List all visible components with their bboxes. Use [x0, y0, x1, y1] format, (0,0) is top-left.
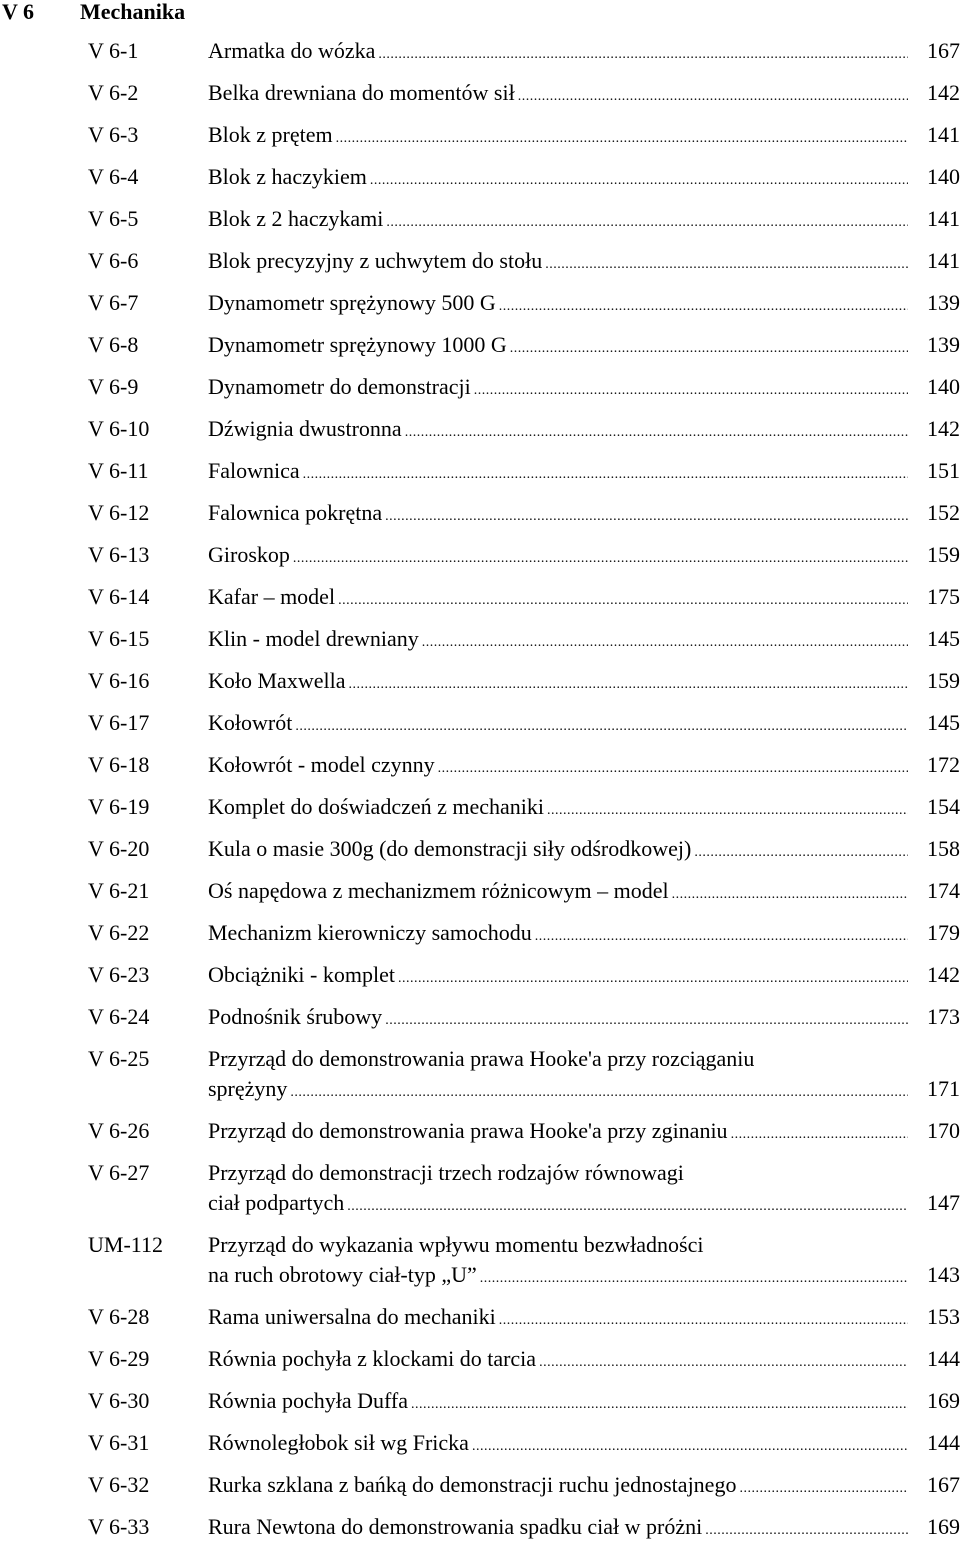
- dot-leader: [385, 504, 908, 530]
- entry-title: sprężyny: [208, 1076, 288, 1101]
- entry-title: Równoległobok sił wg Fricka: [208, 1430, 469, 1455]
- entry-code: V 6-12: [88, 500, 150, 525]
- section-header: [0, 0, 960, 26]
- dot-leader: [510, 336, 908, 362]
- entry-code: V 6-26: [88, 1118, 150, 1143]
- dot-leader: [545, 252, 908, 278]
- entry-code: V 6-25: [88, 1046, 150, 1071]
- entry-page-number: 142: [927, 962, 960, 987]
- entry-title: Falownica: [208, 458, 300, 483]
- dot-leader: [480, 1266, 908, 1292]
- dot-leader: [539, 1350, 908, 1376]
- entry-page-number: 159: [927, 542, 960, 567]
- entry-title: Obciążniki - komplet: [208, 962, 395, 987]
- entry-title: Armatka do wózka: [208, 38, 376, 63]
- dot-leader: [422, 630, 908, 656]
- entry-code: V 6-24: [88, 1004, 150, 1029]
- entry-title: Kołowrót: [208, 710, 293, 735]
- dot-leader: [303, 462, 908, 488]
- entry-page-number: 139: [927, 290, 960, 315]
- entry-page-number: 173: [927, 1004, 960, 1029]
- entry-page-number: 147: [927, 1190, 960, 1215]
- entry-title: Mechanizm kierowniczy samochodu: [208, 920, 532, 945]
- entry-page-number: 169: [927, 1388, 960, 1413]
- entry-title: na ruch obrotowy ciał-typ „U”: [208, 1262, 477, 1287]
- entry-title: Rama uniwersalna do mechaniki: [208, 1304, 496, 1329]
- entry-title: Klin - model drewniany: [208, 626, 419, 651]
- entry-page-number: 142: [927, 80, 960, 105]
- entry-page-number: 153: [927, 1304, 960, 1329]
- entry-code: V 6-29: [88, 1346, 150, 1371]
- dot-leader: [705, 1518, 908, 1544]
- dot-leader: [386, 210, 908, 236]
- entry-code: V 6-23: [88, 962, 150, 987]
- entry-page-number: 141: [927, 248, 960, 273]
- entry-page-number: 139: [927, 332, 960, 357]
- entry-code: V 6-31: [88, 1430, 150, 1455]
- dot-leader: [347, 1194, 908, 1220]
- dot-leader: [518, 84, 908, 110]
- dot-leader: [385, 1008, 908, 1034]
- dot-leader: [398, 966, 908, 992]
- entry-title: Komplet do doświadczeń z mechaniki: [208, 794, 545, 819]
- entry-page-number: 144: [927, 1346, 960, 1371]
- entry-code: V 6-28: [88, 1304, 150, 1329]
- entry-title: Rura Newtona do demonstrowania spadku ciał w próżni: [208, 1514, 703, 1539]
- entry-page-number: 143: [927, 1262, 960, 1287]
- entry-title: Równia pochyła z klockami do tarcia: [208, 1346, 537, 1371]
- entry-code: V 6-21: [88, 878, 150, 903]
- dot-leader: [405, 420, 908, 446]
- entry-page-number: 158: [927, 836, 960, 861]
- entry-title: Falownica pokrętna: [208, 500, 383, 525]
- entry-title: Dźwignia dwustronna: [208, 416, 402, 441]
- entry-page-number: 142: [927, 416, 960, 441]
- entry-code: V 6-15: [88, 626, 150, 651]
- entry-title: Blok z haczykiem: [208, 164, 367, 189]
- dot-leader: [474, 378, 908, 404]
- entry-title: Koło Maxwella: [208, 668, 346, 693]
- entry-code: V 6-4: [88, 164, 139, 189]
- section-code: V 6: [2, 0, 34, 24]
- entry-page-number: 140: [927, 374, 960, 399]
- dot-leader: [295, 714, 908, 740]
- dot-leader: [336, 126, 908, 152]
- entry-code: V 6-33: [88, 1514, 150, 1539]
- entry-code: V 6-1: [88, 38, 139, 63]
- entry-title: Blok z prętem: [208, 122, 333, 147]
- dot-leader: [438, 756, 908, 782]
- dot-leader: [535, 924, 908, 950]
- entry-title: Kołowrót - model czynny: [208, 752, 435, 777]
- entry-page-number: 170: [927, 1118, 960, 1143]
- entry-title: Rurka szklana z bańką do demonstracji ruchu jednostajnego: [208, 1472, 737, 1497]
- dot-leader: [378, 42, 908, 68]
- dot-leader: [739, 1476, 908, 1502]
- entry-page-number: 145: [927, 710, 960, 735]
- dot-leader: [694, 840, 908, 866]
- dot-leader: [499, 294, 908, 320]
- entry-code: V 6-19: [88, 794, 150, 819]
- entry-code: UM-112: [88, 1232, 163, 1257]
- entry-code: V 6-8: [88, 332, 139, 357]
- entry-page-number: 171: [927, 1076, 960, 1101]
- entry-page-number: 179: [927, 920, 960, 945]
- entry-page-number: 152: [927, 500, 960, 525]
- dot-leader: [293, 546, 908, 572]
- entry-code: V 6-13: [88, 542, 150, 567]
- entry-page-number: 174: [927, 878, 960, 903]
- entry-title: Przyrząd do demonstrowania prawa Hooke'a przy zginaniu: [208, 1118, 728, 1143]
- dot-leader: [499, 1308, 908, 1334]
- dot-leader: [672, 882, 908, 908]
- entry-code: V 6-7: [88, 290, 139, 315]
- entry-title-line: Przyrząd do demonstracji trzech rodzajów równowagi: [208, 1160, 684, 1185]
- entry-page-number: 167: [927, 38, 960, 63]
- dot-leader: [370, 168, 908, 194]
- entry-code: V 6-6: [88, 248, 139, 273]
- entry-code: V 6-10: [88, 416, 150, 441]
- entry-page-number: 151: [927, 458, 960, 483]
- entry-title: Blok precyzyjny z uchwytem do stołu: [208, 248, 543, 273]
- entry-title: Dynamometr sprężynowy 1000 G: [208, 332, 507, 357]
- entry-title-line: Przyrząd do wykazania wpływu momentu bezwładności: [208, 1232, 704, 1257]
- entry-page-number: 167: [927, 1472, 960, 1497]
- entry-code: V 6-18: [88, 752, 150, 777]
- entry-page-number: 141: [927, 206, 960, 231]
- entry-title: Kula o masie 300g (do demonstracji siły odśrodkowej): [208, 836, 692, 861]
- entry-code: V 6-11: [88, 458, 149, 483]
- entry-code: V 6-14: [88, 584, 150, 609]
- dot-leader: [472, 1434, 908, 1460]
- entry-title-line: Przyrząd do demonstrowania prawa Hooke'a przy rozciąganiu: [208, 1046, 755, 1071]
- entry-title: Oś napędowa z mechanizmem różnicowym – model: [208, 878, 669, 903]
- entry-code: V 6-9: [88, 374, 139, 399]
- entry-code: V 6-27: [88, 1160, 150, 1185]
- dot-leader: [290, 1080, 908, 1106]
- entry-title: Dynamometr do demonstracji: [208, 374, 471, 399]
- entry-page-number: 145: [927, 626, 960, 651]
- entry-page-number: 159: [927, 668, 960, 693]
- entry-page-number: 172: [927, 752, 960, 777]
- entry-title: Kafar – model: [208, 584, 336, 609]
- entry-title: Podnośnik śrubowy: [208, 1004, 383, 1029]
- dot-leader: [348, 672, 908, 698]
- entry-code: V 6-30: [88, 1388, 150, 1413]
- entry-page-number: 140: [927, 164, 960, 189]
- entry-page-number: 169: [927, 1514, 960, 1539]
- entry-page-number: 175: [927, 584, 960, 609]
- entry-title: Równia pochyła Duffa: [208, 1388, 408, 1413]
- entry-title: Giroskop: [208, 542, 290, 567]
- entry-code: V 6-22: [88, 920, 150, 945]
- entry-title: Blok z 2 haczykami: [208, 206, 384, 231]
- entry-code: V 6-5: [88, 206, 139, 231]
- dot-leader: [547, 798, 908, 824]
- entry-code: V 6-3: [88, 122, 139, 147]
- entry-page-number: 144: [927, 1430, 960, 1455]
- entry-title: Dynamometr sprężynowy 500 G: [208, 290, 496, 315]
- entry-code: V 6-32: [88, 1472, 150, 1497]
- dot-leader: [731, 1122, 908, 1148]
- entry-title: Belka drewniana do momentów sił: [208, 80, 515, 105]
- dot-leader: [338, 588, 908, 614]
- entry-code: V 6-17: [88, 710, 150, 735]
- entry-code: V 6-20: [88, 836, 150, 861]
- entry-title: ciał podpartych: [208, 1190, 345, 1215]
- dot-leader: [411, 1392, 908, 1418]
- entry-code: V 6-16: [88, 668, 150, 693]
- section-title: Mechanika: [80, 0, 186, 24]
- entry-page-number: 154: [927, 794, 960, 819]
- entry-page-number: 141: [927, 122, 960, 147]
- entry-code: V 6-2: [88, 80, 139, 105]
